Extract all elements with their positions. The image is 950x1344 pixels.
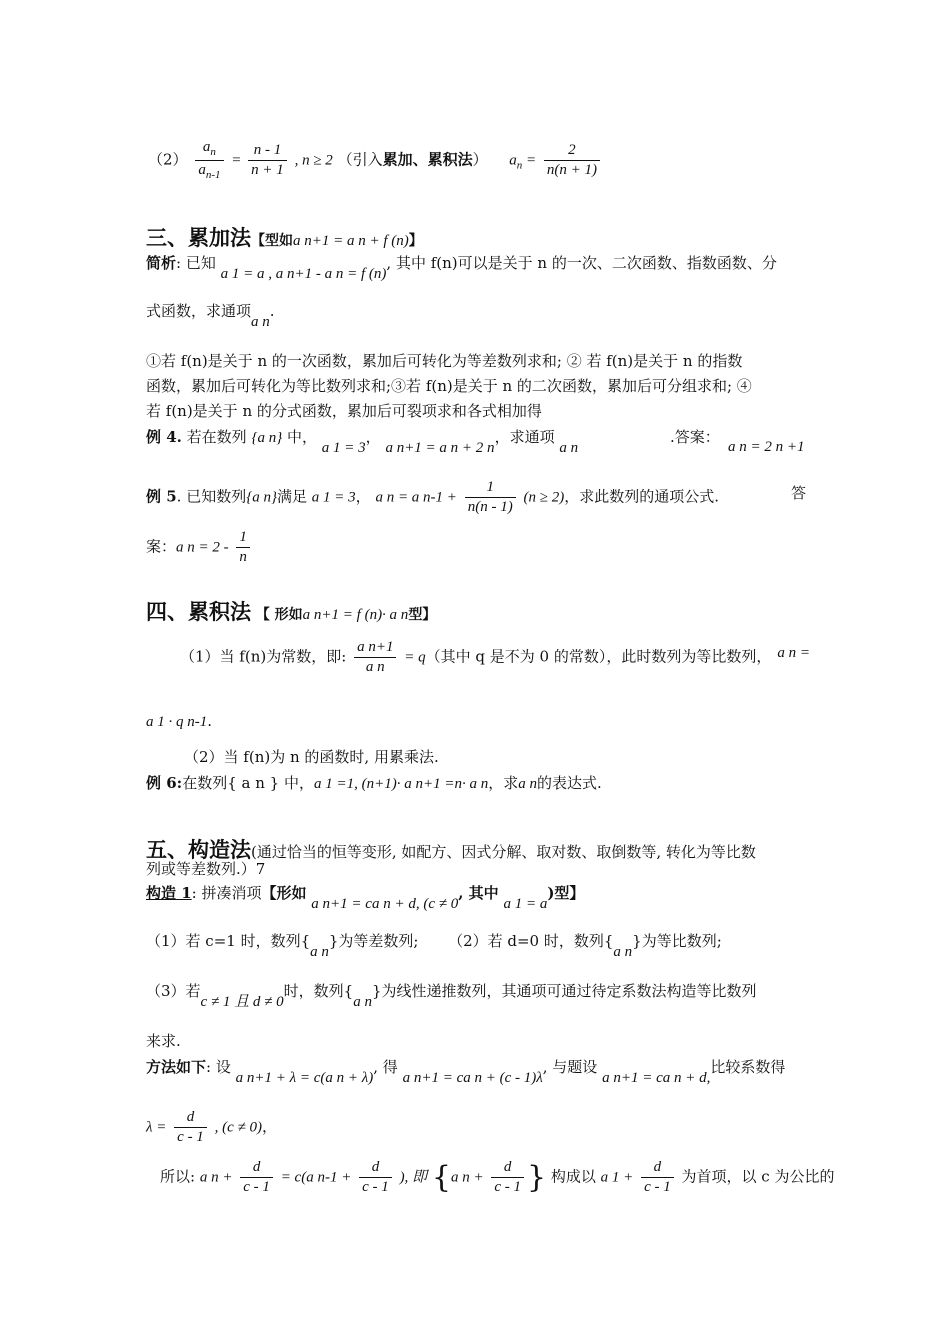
example-text: 若在数列 xyxy=(181,428,247,446)
text: 为首项，以 c 为公比的 xyxy=(681,1167,835,1186)
fraction-an-over-an1 xyxy=(195,138,223,183)
formula: a 1 = 3 xyxy=(321,440,366,456)
frac-num: d xyxy=(240,1158,273,1178)
fraction xyxy=(240,1158,273,1197)
answer-label: 案： xyxy=(146,537,177,556)
formula: a n+1 + λ = c(a n + λ) xyxy=(235,1070,374,1086)
frac-num: d xyxy=(641,1158,674,1178)
example-text: ，求通项 xyxy=(494,428,555,446)
example-5 xyxy=(146,478,806,517)
example-label: 例 5 xyxy=(146,487,177,506)
frac-den: a n xyxy=(365,658,385,675)
answer-label: 答 xyxy=(790,484,806,502)
example-text: ，求此数列的通项公式. xyxy=(564,487,720,506)
section-heading-4 xyxy=(146,598,436,626)
frac-num-sub: n xyxy=(210,146,216,158)
method-line xyxy=(146,1058,786,1086)
formula: a n + xyxy=(450,1169,484,1186)
frac-den: n(n + 1) xyxy=(546,161,597,178)
heading-formula: a n+1 = a n + f (n) xyxy=(293,233,409,249)
answer-formula: a n = 2 n +1 xyxy=(728,439,805,455)
heading-note-close: 】 xyxy=(408,233,423,249)
condition: (n ≥ 2) xyxy=(523,489,565,506)
jianxi2-end: . xyxy=(269,302,275,320)
formula: λ = xyxy=(146,1119,167,1136)
comma: ， xyxy=(261,1117,277,1136)
jianxi-text-2: , 其中 f(n)可以是关于 n 的一次、二次函数、指数函数、分 xyxy=(386,254,777,272)
answer-formula: a n = 2 - xyxy=(176,539,229,556)
text: 构成以 xyxy=(550,1167,596,1186)
paragraph-line-2: 函数，累加后可转化为等比数列求和;③若 f(n)是关于 n 的二次函数，累加后可分组求和; ④ xyxy=(146,377,752,395)
heading-title: 五、构造法 xyxy=(146,837,251,862)
formula: a n xyxy=(559,440,579,456)
text: }为等差数列; xyxy=(328,932,419,950)
construct-1 xyxy=(146,884,585,912)
frac-num: d xyxy=(491,1158,524,1178)
example-text: 中， xyxy=(282,428,317,446)
formula: a n xyxy=(310,944,329,960)
example-4 xyxy=(146,428,806,456)
text: , 得 xyxy=(373,1058,398,1076)
jianxi2-text: 式函数，求通项 xyxy=(146,302,252,320)
formula: a 1 =1, (n+1)· a n+1 =n· a n xyxy=(313,776,489,792)
fraction xyxy=(174,1108,207,1147)
jianxi-line-1 xyxy=(146,254,777,282)
text: 比较系数得 xyxy=(710,1058,786,1076)
construct-1-cases xyxy=(146,932,722,960)
example-text: 的表达式. xyxy=(536,774,602,792)
fraction xyxy=(491,1158,524,1197)
text: 所以: xyxy=(160,1167,196,1186)
jianxi-text: : 已知 xyxy=(176,254,216,272)
example-text: ，求 xyxy=(488,774,519,792)
section-heading-5-cont: 列或等差数列.）7 xyxy=(146,860,266,878)
frac-den: c - 1 xyxy=(494,1179,521,1195)
result-lhs: a xyxy=(509,152,517,169)
text: }为等比数列; xyxy=(632,932,722,950)
lambda-line xyxy=(146,1108,277,1147)
frac-num: 2 xyxy=(544,141,600,161)
formula-tail: , (c ≠ 0) xyxy=(214,1119,262,1136)
result-eq: = xyxy=(522,152,537,169)
frac-den: n(n - 1) xyxy=(467,498,513,515)
text: （1）当 f(n)为常数，即: xyxy=(180,647,347,666)
condition: , n ≥ 2 xyxy=(294,152,333,169)
frac-num: 1 xyxy=(236,528,250,548)
heading-formula: a n+1 = f (n)· a n xyxy=(302,607,409,623)
result-lhs-sub: n xyxy=(516,159,523,172)
note-close: ） xyxy=(472,150,488,169)
formula: a 1 · q n-1 xyxy=(146,714,208,730)
text: }为线性递推数列，其通项可通过待定系数法构造等比数列 xyxy=(371,982,757,1000)
fraction xyxy=(359,1158,392,1197)
formula: a n = a n-1 + xyxy=(375,489,457,506)
formula: a n+1 = ca n + d, xyxy=(602,1070,711,1086)
heading-note: 【 形如 xyxy=(255,607,303,623)
comma: ， xyxy=(355,487,371,506)
text: （2）若 d=0 时，数列{ xyxy=(448,932,614,950)
cumulative-product-1b xyxy=(146,712,212,733)
construct-1-case-3 xyxy=(146,982,757,1010)
fraction xyxy=(465,478,516,517)
period: . xyxy=(207,712,213,730)
heading-title: 三、累加法 xyxy=(146,225,251,250)
conclusion-line xyxy=(160,1158,834,1197)
frac-num: d xyxy=(174,1108,207,1128)
formula: a 1 = 3 xyxy=(311,489,356,506)
frac-num: d xyxy=(359,1158,392,1178)
formula: = c(a n-1 + xyxy=(280,1169,352,1186)
formula: a n+1 = a n + 2 n xyxy=(385,440,495,456)
construct-1-case-3-cont: 来求. xyxy=(146,1032,181,1050)
formula: ), 即 xyxy=(399,1169,428,1186)
sequence: {a n} xyxy=(246,489,277,506)
line-case-2 xyxy=(148,138,603,183)
jianxi-label: 简析 xyxy=(146,254,177,272)
fraction xyxy=(236,528,250,567)
formula: a n + xyxy=(199,1169,233,1186)
example-text: 满足 xyxy=(276,487,307,506)
example-text: . 已知数列 xyxy=(176,487,247,506)
text: : 设 xyxy=(206,1058,231,1076)
formula: a n+1 = ca n + d, (c ≠ 0 xyxy=(311,896,459,912)
frac-den-sub: n-1 xyxy=(205,168,221,181)
frac-den: n + 1 xyxy=(251,161,284,178)
text-bold: 【形如 xyxy=(261,884,307,902)
formula: a n xyxy=(353,994,372,1010)
frac-den: c - 1 xyxy=(243,1179,270,1195)
text: （3）若 xyxy=(146,982,201,1000)
formula: a 1 = a xyxy=(503,896,548,912)
note-bold: 累加、累积法 xyxy=(382,150,473,169)
text-bold: , 其中 xyxy=(458,884,499,902)
jianxi-line-2 xyxy=(146,302,275,330)
example-5-answer xyxy=(146,528,253,567)
brace-open: { xyxy=(431,1160,451,1195)
formula: a n xyxy=(613,944,633,960)
text: 时，数列{ xyxy=(283,982,354,1000)
fraction-n-ratio xyxy=(248,141,287,180)
frac-den: a xyxy=(198,161,206,178)
example-label: 例 6: xyxy=(146,774,183,792)
text: （1）若 c=1 时，数列{ xyxy=(146,932,311,950)
frac-num: 1 xyxy=(465,478,516,498)
frac-num: n - 1 xyxy=(248,141,287,161)
frac-den: c - 1 xyxy=(177,1128,204,1145)
heading-note: 【型如 xyxy=(251,233,293,249)
comma: ， xyxy=(365,428,381,446)
fraction xyxy=(641,1158,674,1197)
answer-label: .答案： xyxy=(670,428,720,446)
example-text: 在数列{ a n } 中， xyxy=(182,774,314,792)
fraction-result xyxy=(544,141,600,180)
heading-note: (通过恰当的恒等变形, 如配方、因式分解、取对数、取倒数等, 转化为等比数 xyxy=(251,843,756,861)
text: , 与题设 xyxy=(542,1058,598,1076)
formula: a 1 + xyxy=(600,1169,634,1186)
sequence: {a n} xyxy=(251,430,283,446)
frac-num: a n+1 xyxy=(354,638,396,658)
heading-title: 四、累积法 xyxy=(146,599,251,624)
note-open: （引入 xyxy=(337,150,383,169)
brace-close: } xyxy=(527,1160,547,1195)
paragraph-line-3: 若 f(n)是关于 n 的分式函数，累加后可裂项求和各式相加得 xyxy=(146,402,542,420)
equals-sign: = xyxy=(231,152,246,169)
heading-note-close: 型】 xyxy=(408,607,437,623)
text: : 拼凑消项 xyxy=(191,884,262,902)
formula: a n = xyxy=(777,645,810,661)
formula: c ≠ 1 且 d ≠ 0 xyxy=(200,994,284,1010)
frac-den: c - 1 xyxy=(644,1179,671,1195)
text: （其中 q 是不为 0 的常数），此时数列为等比数列， xyxy=(425,647,772,666)
text-bold: )型】 xyxy=(547,884,585,902)
example-label: 例 4. xyxy=(146,428,182,446)
equals-q: = q xyxy=(404,649,426,666)
fraction xyxy=(354,638,396,677)
jianxi-formula: a 1 = a , a n+1 - a n = f (n) xyxy=(220,266,387,282)
cumulative-product-1 xyxy=(180,638,810,677)
cumulative-product-2: （2）当 f(n)为 n 的函数时, 用累乘法. xyxy=(184,748,439,766)
case-label: （2） xyxy=(148,150,188,169)
example-6 xyxy=(146,774,602,795)
frac-num: a xyxy=(202,139,211,155)
frac-den: c - 1 xyxy=(362,1179,389,1195)
method-label: 方法如下 xyxy=(146,1058,207,1076)
construct-label: 构造 1 xyxy=(146,884,192,902)
formula: a n+1 = ca n + (c - 1)λ xyxy=(402,1070,543,1086)
paragraph-line-1: ①若 f(n)是关于 n 的一次函数，累加后可转化为等差数列求和; ② 若 f(n)是关于 n 的指数 xyxy=(146,352,743,370)
frac-den: n xyxy=(239,548,247,565)
section-heading-3 xyxy=(146,224,423,252)
formula: a n xyxy=(518,776,537,792)
jianxi2-formula: a n xyxy=(251,314,270,330)
